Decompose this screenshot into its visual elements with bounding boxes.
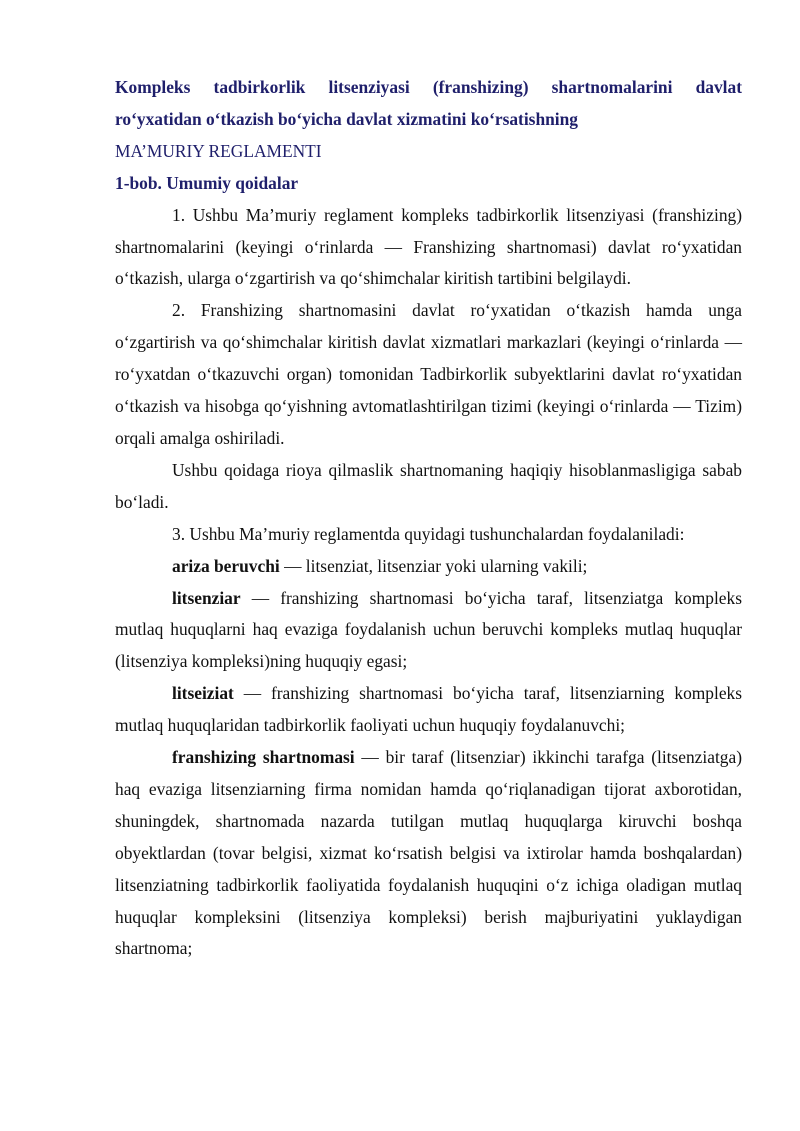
definition-ariza-beruvchi: [115, 551, 742, 583]
paragraph-2: 2. Franshizing shartnomasini davlat ro‘yxatidan o‘tkazish hamda unga o‘zgartirish va qo‘shimchalar kiritish davlat xizmatlari markazlari (keyingi o‘rinlarda — ro‘yxatdan o‘tkazuvchi organ) tomonidan Tadbirkorlik subyektlarini davlat ro‘yxatidan o‘tkazish va hisobga qo‘yishning avtomatlashtirilgan tizimi (keyingi o‘rinlarda — Tizim) orqali amalga oshiriladi.: [115, 300, 742, 448]
paragraph-3: 3. Ushbu Ma’muriy reglamentda quyidagi tushunchalardan foydalaniladi:: [172, 523, 685, 544]
paragraph-1: 1. Ushbu Ma’muriy reglament kompleks tadbirkorlik litsenziyasi (franshizing) shartnomalarini (keyingi o‘rinlarda — Franshizing shartnomasi) davlat ro‘yxatidan o‘tkazish, ularga o‘zgartirish va qo‘shimchalar kiritish tartibini belgilaydi.: [115, 204, 742, 289]
paragraph-2-note: Ushbu qoidaga rioya qilmaslik shartnomaning haqiqiy hisoblanmasligiga sabab bo‘ladi.: [115, 459, 742, 512]
definition-franshizing-shartnomasi: [115, 742, 742, 965]
definition-text: — franshizing shartnomasi bo‘yicha taraf, litsenziatga kompleks mutlaq huquqlarni haq evaziga foydalanish uchun beruvchi kompleks mutlaq huquqlar (litsenziya kompleksi)ning huquqiy egasi;: [115, 587, 742, 672]
document-subtitle: MA’MURIY REGLAMENTI: [115, 140, 322, 161]
definition-text: — litsenziat, litsenziar yoki ularning vakili;: [279, 555, 588, 576]
definition-term: litsenziar: [172, 587, 241, 608]
document-title-line-1: Kompleks tadbirkorlik litsenziyasi (franshizing) shartnomalarini davlat: [115, 77, 742, 97]
definition-term: litseiziat: [172, 683, 234, 704]
document-title-line-2: ro‘yxatidan o‘tkazish bo‘yicha davlat xizmatini ko‘rsatishning: [115, 108, 578, 129]
chapter-heading: 1-bob. Umumiy qoidalar: [115, 172, 299, 193]
definition-litsenziar: [115, 583, 742, 679]
definition-text: — bir taraf (litsenziar) ikkinchi tarafga (litsenziatga) haq evaziga litsenziarning firma nomidan hamda qo‘riqlanadigan tijorat axborotidan, shuningdek, shartnomada nazarda tutilgan mutlaq huquqlarga kiruvchi boshqa obyektlardan (tovar belgisi, xizmat ko‘rsatish belgisi va ixtirolar hamda boshqalardan) litsenziatning tadbirkorlik faoliyatida foydalanish huquqini o‘z ichiga oladigan mutlaq huquqlar kompleksini (litsenziya kompleksi) berish majburiyatini yuklaydigan shartnoma;: [115, 747, 742, 959]
definition-text: — franshizing shartnomasi bo‘yicha taraf, litsenziarning kompleks mutlaq huquqlaridan tadbirkorlik faoliyati uchun huquqiy foydalanuvchi;: [115, 683, 742, 736]
definition-term: ariza beruvchi: [172, 555, 280, 576]
definition-term: franshizing shartnomasi: [172, 747, 355, 768]
document-page: [115, 72, 742, 965]
definition-litsenziat: [115, 678, 742, 742]
